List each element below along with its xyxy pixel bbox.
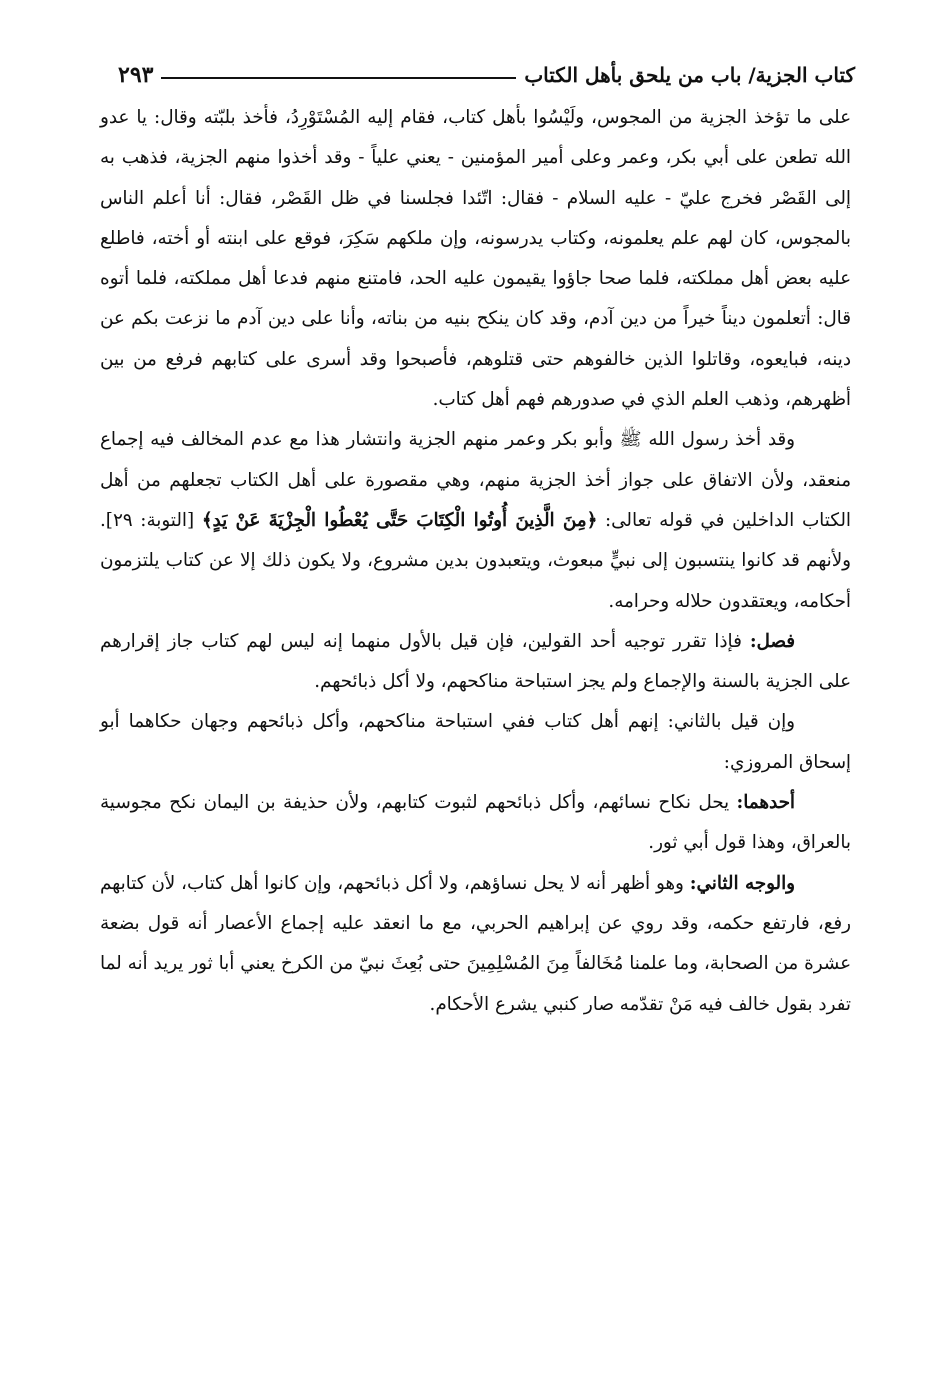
paragraph-jizya-evidence <box>100 420 851 621</box>
running-title: كتاب الجزية/ باب من يلحق بأهل الكتاب <box>524 63 855 87</box>
page-header <box>118 58 855 92</box>
paragraph-fasl <box>100 622 851 703</box>
view-heading: أحدهما: <box>736 792 795 814</box>
section-heading: فصل: <box>749 630 795 652</box>
paragraph-first-view <box>100 783 851 864</box>
page-number: ٢٩٣ <box>118 62 154 88</box>
paragraph-text: [التوبة: ٢٩]. ولأنهم قد كانوا ينتسبون إلى نبيٍّ مبعوث، ويتعبدون بدين مشروع، ولا يكون ذلك إلا عن كتاب يلتزمون أحكامه، ويعتقدون حلاله وحرامه. <box>100 509 851 612</box>
paragraph-text: يحل نكاح نسائهم، وأكل ذبائحهم لثبوت كتابهم، ولأن حذيفة بن اليمان نكح مجوسية بالعراق، وهذا قول أبي ثور. <box>100 792 851 854</box>
paragraph-text: وقد أخذ رسول الله ﷺ وأبو بكر وعمر منهم الجزية وانتشار هذا مع عدم المخالف فيه إجماع منعقد، ولأن الاتفاق على جواز أخذ الجزية منهم، وهي مقصورة على أهل الكتاب تجعلهم من أهل الكتاب الداخلين في قوله تعالى: <box>100 429 851 531</box>
paragraph-text: وهو أظهر أنه لا يحل نساؤهم، ولا أكل ذبائحهم، وإن كانوا أهل كتاب، لأن كتابهم رفع، فارتفع حكمه، وقد روي عن إبراهيم الحربي، مع ما انعقد عليه إجماع الأعصار أنه قول بضعة عشرة من الصحابة، وما علمنا مُخَالفاً مِنَ المُسْلِمِينَ حتى بُعِثَ نبيّ من الكرخ يعني أبا ثور يريد أنه لما تفرد بقول خالف فيه مَنْ تقدّمه صار كنبي يشرع الأحكام. <box>100 872 851 1015</box>
paragraph-text: على ما تؤخذ الجزية من المجوس، ولَيْسُوا بأهل كتاب، فقام إليه المُسْتَوْرِدُ، فأخذ بلبّته وقال: يا عدو الله تطعن على أبي بكر، وعمر وعلى أمير المؤمنين - يعني علياً - وقد أخذوا منهم الجزية، فذهب به إلى القَصْر فخرج عليّ - عليه السلام - فقال: اتّئدا فجلسنا في ظل القَصْر، فقال: أنا أعلم الناس بالمجوس، كان لهم علم يعلمونه، وكتاب يدرسونه، وإن ملكهم سَكِرَ، فوقع على ابنته أو أخته، فاطلع عليه بعض أهل مملكته، فلما صحا جاؤوا يقيمون عليه الحد، فامتنع منهم فدعا أهل مملكته، فلما أتوه قال: أتعلمون ديناً خيراً من دين آدم، وقد كان ينكح بنيه من بناته، وأنا على دين آدم ما نزعت بكم عن دينه، فبايعوه، وقاتلوا الذين خالفوهم حتى قتلوهم، فأصبحوا وقد أسرى على كتابهم فرفع من بين أظهرهم، وذهب العلم الذي في صدورهم فهم أهل كتاب. <box>100 107 851 411</box>
view-heading: والوجه الثاني: <box>689 872 796 894</box>
paragraph-text: فإذا تقرر توجيه أحد القولين، فإن قيل بالأول منهما إنه ليس لهم كتاب جاز إقرارهم على الجزية بالسنة والإجماع ولم يجز استباحة مناكحهم، ولا أكل ذبائحهم. <box>100 630 851 693</box>
paragraph-second-view <box>100 864 851 1025</box>
paragraph-magian-story <box>100 98 851 420</box>
quran-verse: ﴿مِنَ الَّذِينَ أُوتُوا الْكِتَابَ حَتَّى يُعْطُوا الْجِزْيَةَ عَنْ يَدٍ﴾ <box>201 509 598 531</box>
paragraph-second-opinion <box>100 702 851 783</box>
page-body <box>100 98 851 1025</box>
paragraph-text: وإن قيل بالثاني: إنهم أهل كتاب ففي استباحة مناكحهم، وأكل ذبائحهم وجهان حكاهما أبو إسحاق المروزي: <box>100 711 851 773</box>
header-rule <box>161 77 516 79</box>
